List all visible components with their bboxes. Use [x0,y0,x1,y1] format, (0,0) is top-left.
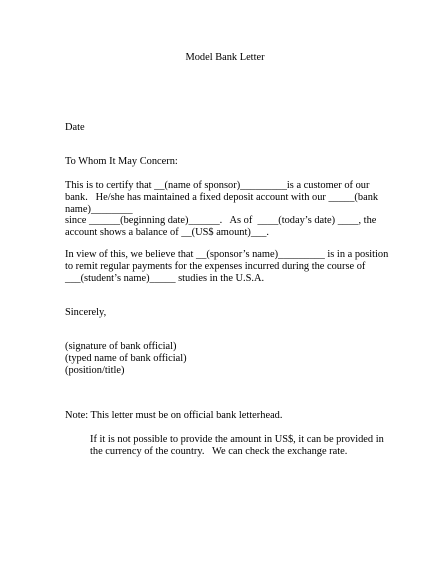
paragraph-line: In view of this, we believe that __(sponsor’s name)_________ is in a position [65,249,389,260]
note-paragraph [90,434,390,458]
note: Note: This letter must be on official bank letterhead. [65,410,283,421]
paragraph-line: ___(student’s name)_____ studies in the U.S.A. [65,272,265,284]
paragraph-line: account shows a balance of __(US$ amount)___. [65,227,270,239]
paragraph-line: to remit regular payments for the expenses incurred during the course of [65,260,366,272]
paragraph-line: bank. He/she has maintained a fixed deposit account with our _____(bank [65,191,379,203]
paragraph-line: the currency of the country. We can check the exchange rate. [90,445,348,457]
paragraph-line: This is to certify that __(name of sponsor)_________is a customer of our [65,180,370,191]
paragraph-line: since ______(beginning date)______. As of ____(today’s date) ____, the [65,215,377,227]
closing: Sincerely, [65,307,107,318]
paragraph-line: name)________ [65,203,133,215]
certification-paragraph [65,180,405,239]
signature-block [65,341,405,376]
signature-line: (signature of bank official) [65,341,177,352]
salutation: To Whom It May Concern: [65,156,178,167]
document-title: Model Bank Letter [185,52,265,63]
belief-paragraph [65,249,405,284]
position-title-line: (position/title) [65,364,125,376]
paragraph-line: If it is not possible to provide the amount in US$, it can be provided in [90,434,384,445]
date-label: Date [65,122,85,133]
typed-name-line: (typed name of bank official) [65,352,187,364]
